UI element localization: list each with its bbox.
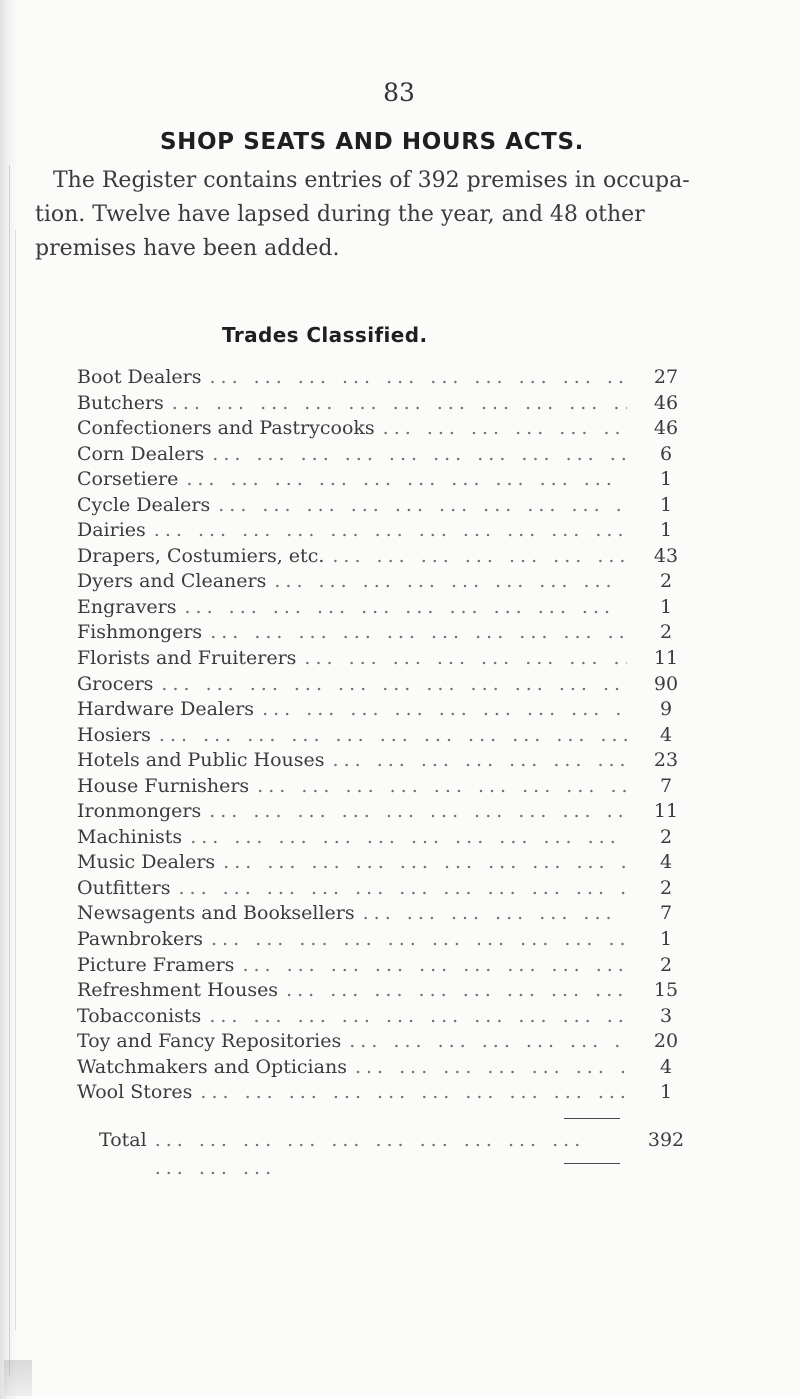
trade-count: 11 — [653, 800, 679, 823]
trade-count: 4 — [659, 723, 673, 746]
dot-leader — [383, 416, 627, 442]
trade-name: Refreshment Houses — [77, 979, 279, 1002]
trade-count: 2 — [659, 621, 673, 644]
trade-name: Music Dealers — [77, 851, 216, 874]
trade-row — [77, 697, 697, 723]
total-row — [77, 1126, 697, 1182]
dot-leader — [155, 1126, 627, 1182]
intro-line: premises have been added. — [35, 236, 340, 261]
trade-name: Grocers — [77, 672, 154, 695]
dot-leader — [154, 518, 627, 544]
binding-line — [9, 165, 10, 1375]
trade-row — [77, 442, 697, 468]
trade-name: Toy and Fancy Repositories — [77, 1030, 342, 1053]
total-label: Total — [99, 1129, 147, 1151]
trade-name: Watchmakers and Opticians — [77, 1055, 347, 1078]
trade-row — [77, 620, 697, 646]
trade-count: 46 — [653, 391, 679, 414]
dot-leader — [161, 672, 627, 698]
trade-count: 1 — [659, 519, 673, 542]
trade-name: Corn Dealers — [77, 442, 205, 465]
trade-count: 90 — [653, 672, 679, 695]
binding-line — [15, 230, 16, 1330]
page-number: 83 — [383, 78, 415, 107]
trade-row — [77, 774, 697, 800]
trade-count: 1 — [659, 1081, 673, 1104]
dot-leader — [185, 595, 628, 621]
trade-name: Machinists — [77, 825, 183, 848]
trade-row — [77, 595, 697, 621]
dot-leader — [363, 901, 627, 927]
trade-name: House Furnishers — [77, 774, 250, 797]
trade-name: Engravers — [77, 595, 177, 618]
trade-row — [77, 1080, 697, 1106]
trade-row — [77, 927, 697, 953]
trade-row — [77, 1055, 697, 1081]
trade-name: Drapers, Costumiers, etc. — [77, 544, 325, 567]
dot-leader — [257, 774, 627, 800]
trade-name: Pawnbrokers — [77, 928, 204, 951]
intro-line: tion. Twelve have lapsed during the year, and 48 other — [35, 202, 645, 227]
trade-name: Dairies — [77, 519, 146, 542]
dot-leader — [190, 825, 627, 851]
trade-row — [77, 493, 697, 519]
dot-leader — [178, 876, 627, 902]
dot-leader — [332, 544, 627, 570]
dot-leader — [211, 927, 627, 953]
trade-row — [77, 365, 697, 391]
trade-name: Ironmongers — [77, 800, 202, 823]
trade-row — [77, 467, 697, 493]
dot-leader — [333, 748, 627, 774]
trade-name: Tobacconists — [77, 1004, 202, 1027]
trade-name: Confectioners and Pastrycooks — [77, 417, 375, 440]
trade-count: 1 — [659, 468, 673, 491]
trade-name: Hosiers — [77, 723, 151, 746]
trade-row — [77, 850, 697, 876]
dot-leader — [262, 697, 627, 723]
trade-count: 43 — [653, 544, 679, 567]
trade-row — [77, 748, 697, 774]
intro-line: The Register contains entries of 392 premises in occupa- — [53, 168, 690, 193]
trade-name: Butchers — [77, 391, 164, 414]
trade-count: 15 — [653, 979, 679, 1002]
trade-row — [77, 978, 697, 1004]
dot-leader — [355, 1055, 627, 1081]
trade-count: 7 — [659, 902, 673, 925]
trade-name: Newsagents and Booksellers — [77, 902, 355, 925]
trade-count: 9 — [659, 698, 673, 721]
total-count: 392 — [647, 1129, 685, 1151]
trade-row — [77, 1004, 697, 1030]
trade-count: 11 — [653, 647, 679, 670]
trade-row — [77, 544, 697, 570]
dot-leader — [304, 646, 627, 672]
trade-count: 4 — [659, 1055, 673, 1078]
dot-leader — [274, 569, 627, 595]
total-bottom-rule — [564, 1163, 620, 1164]
trade-count: 27 — [653, 366, 679, 388]
trade-row — [77, 723, 697, 749]
trade-row — [77, 1029, 697, 1055]
trade-count: 2 — [659, 953, 673, 976]
trade-row — [77, 876, 697, 902]
dot-leader — [209, 799, 627, 825]
trade-row — [77, 672, 697, 698]
trade-count: 46 — [653, 417, 679, 440]
dot-leader — [218, 493, 627, 519]
trade-row — [77, 646, 697, 672]
trade-name: Dyers and Cleaners — [77, 570, 267, 593]
dot-leader — [349, 1029, 627, 1055]
trade-row — [77, 901, 697, 927]
page-heading: SHOP SEATS AND HOURS ACTS. — [160, 129, 584, 155]
trade-name: Picture Framers — [77, 953, 235, 976]
trade-row — [77, 799, 697, 825]
trade-count: 4 — [659, 851, 673, 874]
dot-leader — [242, 953, 627, 979]
trade-row — [77, 569, 697, 595]
trade-count: 3 — [659, 1004, 673, 1027]
introduction-paragraph — [35, 164, 780, 266]
trade-count: 2 — [659, 876, 673, 899]
trade-row — [77, 518, 697, 544]
trade-count: 2 — [659, 825, 673, 848]
total-top-rule — [564, 1118, 620, 1119]
trade-name: Cycle Dealers — [77, 493, 211, 516]
dot-leader — [223, 850, 627, 876]
trade-count: 1 — [659, 595, 673, 618]
trade-row — [77, 953, 697, 979]
dot-leader — [209, 1004, 627, 1030]
trade-name: Fishmongers — [77, 621, 203, 644]
scan-edge-mark — [4, 1360, 32, 1396]
dot-leader — [212, 442, 627, 468]
trade-count: 6 — [659, 442, 673, 465]
trade-count: 1 — [659, 928, 673, 951]
dot-leader — [172, 391, 627, 417]
dot-leader — [286, 978, 627, 1004]
trade-name: Wool Stores — [77, 1081, 193, 1104]
trade-name: Hardware Dealers — [77, 698, 255, 721]
trades-classified-heading: Trades Classified. — [222, 323, 428, 347]
dot-leader — [210, 620, 627, 646]
dot-leader — [159, 723, 627, 749]
dot-leader — [200, 1080, 627, 1106]
dot-leader — [186, 467, 627, 493]
trade-row — [77, 391, 697, 417]
trade-count: 1 — [659, 493, 673, 516]
dot-leader — [209, 365, 627, 391]
trade-count: 23 — [653, 749, 679, 772]
trade-name: Boot Dealers — [77, 366, 202, 388]
trade-count: 20 — [653, 1030, 679, 1053]
trade-name: Florists and Fruiterers — [77, 647, 297, 670]
trade-row — [77, 416, 697, 442]
trade-name: Hotels and Public Houses — [77, 749, 325, 772]
trade-count: 7 — [659, 774, 673, 797]
trade-row — [77, 825, 697, 851]
trade-count: 2 — [659, 570, 673, 593]
trade-name: Corsetiere — [77, 468, 179, 491]
trades-table — [77, 365, 697, 1106]
trade-name: Outfitters — [77, 876, 171, 899]
